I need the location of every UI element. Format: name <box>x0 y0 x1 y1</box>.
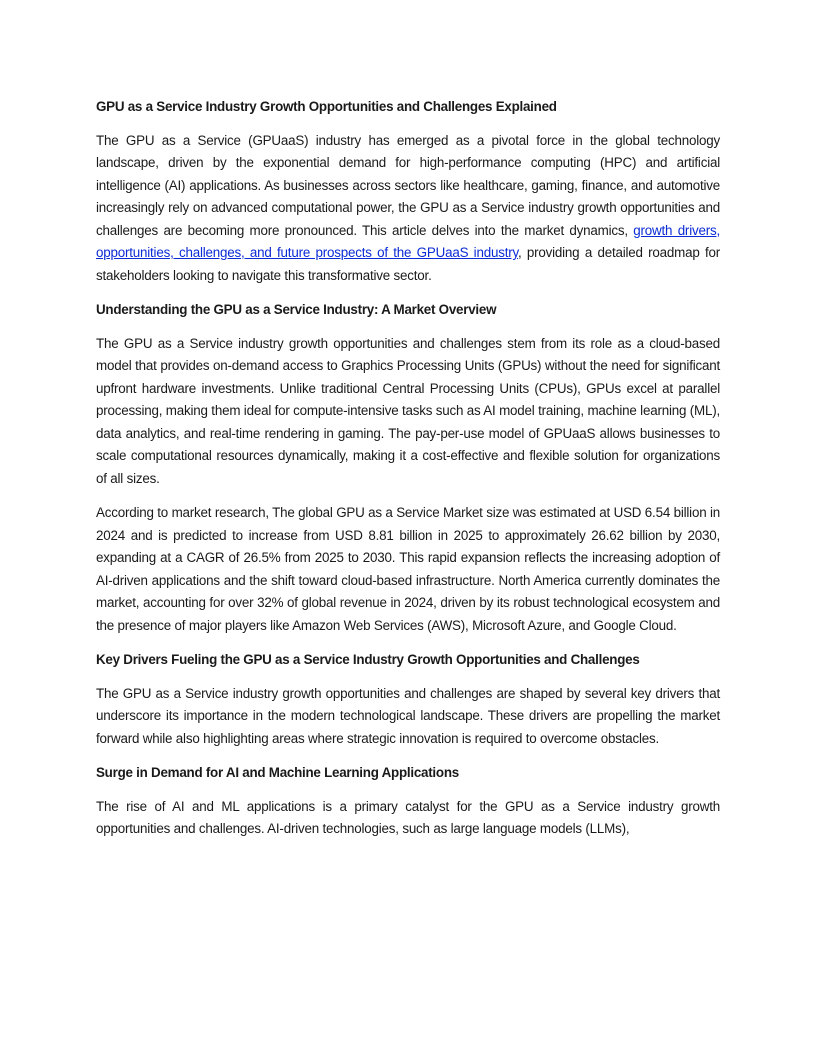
intro-paragraph <box>96 130 720 288</box>
growth-drivers-link[interactable]: growth drivers, opportunities, challenges, and future prospects of the GPUaaS industry <box>96 222 720 260</box>
document-title: GPU as a Service Industry Growth Opportunities and Challenges Explained <box>96 99 557 114</box>
section-heading-key-drivers: Key Drivers Fueling the GPU as a Service Industry Growth Opportunities and Challenges <box>96 652 640 667</box>
document-page <box>96 96 720 853</box>
intro-text-before-link: The GPU as a Service (GPUaaS) industry has emerged as a pivotal force in the global technology landscape, driven by the exponential demand for high-performance computing (HPC) and artificial intelligence (AI) applications. As businesses across sectors like healthcare, gaming, finance, and automotive increasingly rely on advanced computational power, the GPU as a Service industry growth opportunities and challenges are becoming more pronounced. This article delves into the market dynamics, <box>96 132 720 238</box>
section-heading-market-overview: Understanding the GPU as a Service Industry: A Market Overview <box>96 302 497 317</box>
section-heading-ai-ml-demand: Surge in Demand for AI and Machine Learning Applications <box>96 765 459 780</box>
ai-ml-demand-paragraph: The rise of AI and ML applications is a primary catalyst for the GPU as a Service industry growth opportunities and challenges. AI-driven technologies, such as large language models (LLMs), <box>96 798 720 836</box>
market-overview-paragraph-2: According to market research, The global GPU as a Service Market size was estimated at USD 6.54 billion in 2024 and is predicted to increase from USD 8.81 billion in 2025 to approximately 26.62 billion by 2030, expanding at a CAGR of 26.5% from 2025 to 2030. This rapid expansion reflects the increasing adoption of AI-driven applications and the shift toward cloud-based infrastructure. North America currently dominates the market, accounting for over 32% of global revenue in 2024, driven by its robust technological ecosystem and the presence of major players like Amazon Web Services (AWS), Microsoft Azure, and Google Cloud. <box>96 505 720 633</box>
market-overview-paragraph-1: The GPU as a Service industry growth opportunities and challenges stem from its role as a cloud-based model that provides on-demand access to Graphics Processing Units (GPUs) without the need for significant upfront hardware investments. Unlike traditional Central Processing Units (CPUs), GPUs excel at parallel processing, making them ideal for compute-intensive tasks such as AI model training, machine learning (ML), data analytics, and real-time rendering in gaming. The pay-per-use model of GPUaaS allows businesses to scale computational resources dynamically, making it a cost-effective and flexible solution for organizations of all sizes. <box>96 335 720 486</box>
intro-text-after-link: , providing a detailed roadmap for stakeholders looking to navigate this transformative sector. <box>96 245 720 283</box>
key-drivers-paragraph: The GPU as a Service industry growth opportunities and challenges are shaped by several key drivers that underscore its importance in the modern technological landscape. These drivers are propelling the market forward while also highlighting areas where strategic innovation is required to overcome obstacles. <box>96 685 720 746</box>
